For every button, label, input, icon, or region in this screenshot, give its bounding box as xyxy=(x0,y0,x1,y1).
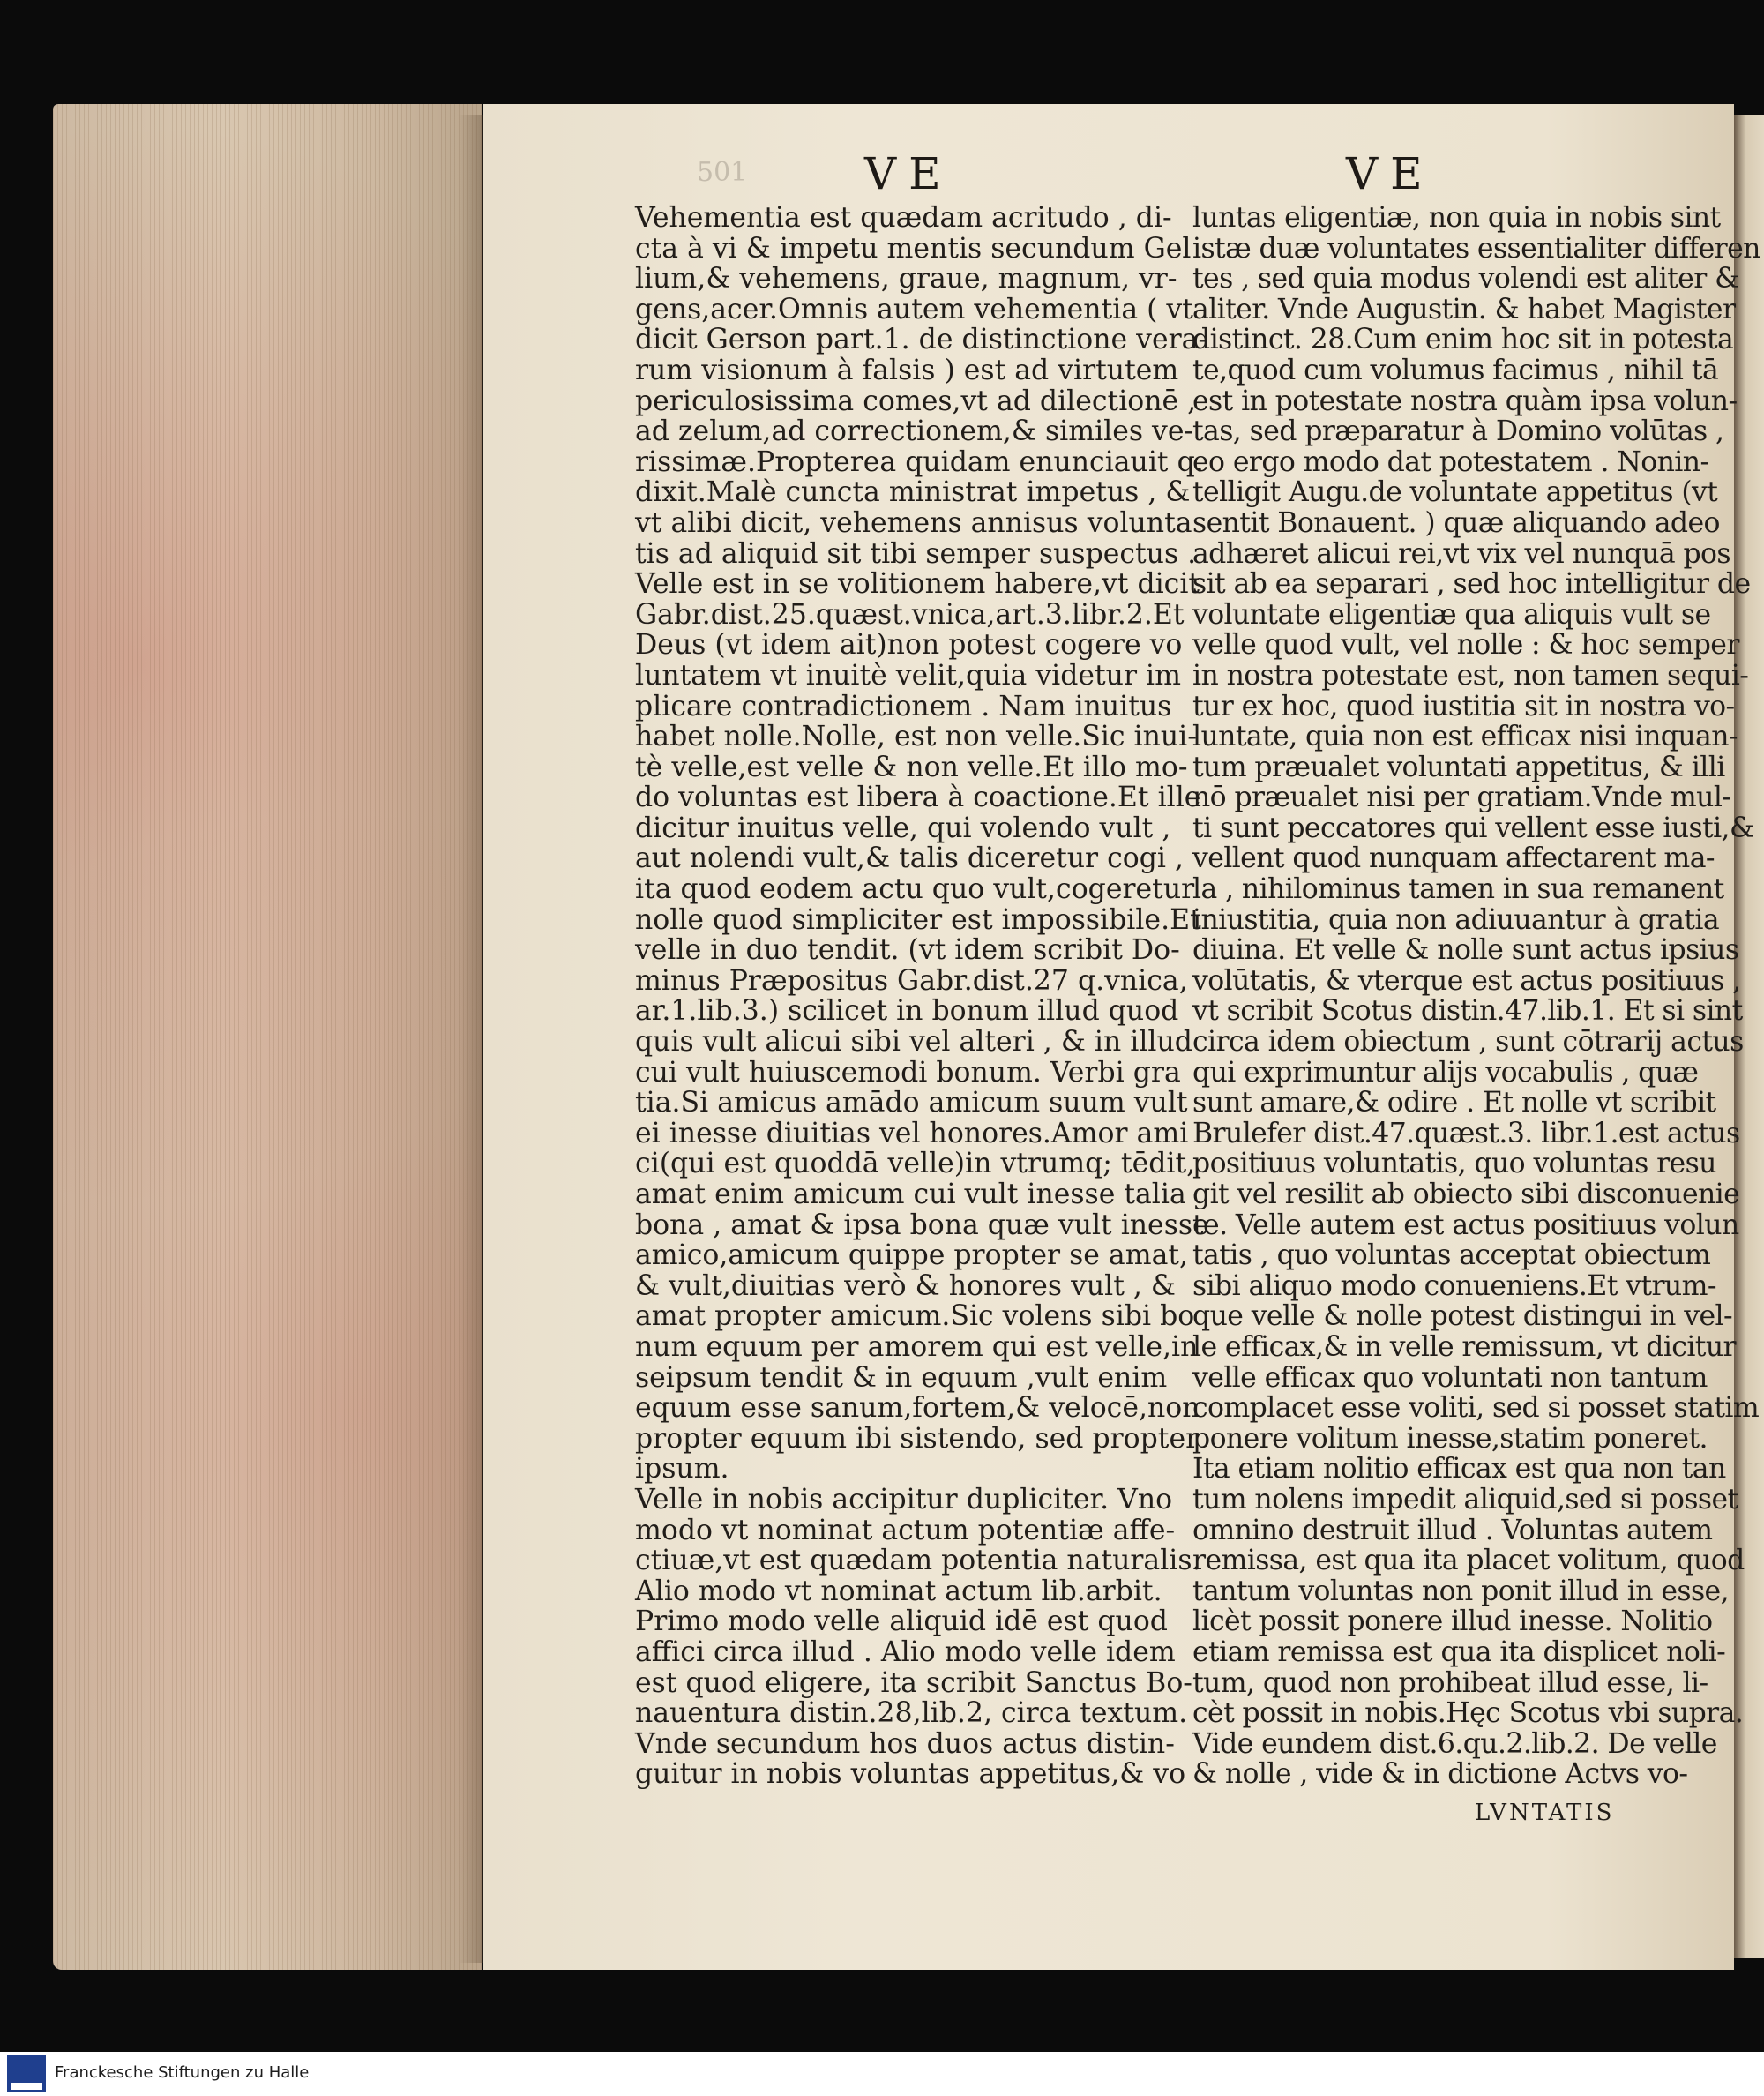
text-line: tas, sed præparatur à Domino volūtas , xyxy=(1192,415,1724,448)
text-line: tes , sed quia modus volendi est aliter & xyxy=(1192,263,1739,296)
text-line: nauentura distin.28,lib.2, circa textum. xyxy=(635,1697,1188,1730)
text-line: nolle quod simpliciter est impossibile.Et xyxy=(635,903,1201,936)
text-line: sunt amare,& odire . Et nolle vt scribit xyxy=(1192,1087,1716,1119)
text-line: propter equum ibi sistendo, sed propter xyxy=(635,1422,1200,1455)
running-head-right: VE xyxy=(1346,148,1435,199)
text-line: num equum per amorem qui est velle,in xyxy=(635,1330,1199,1363)
text-line: tum præualet voluntati appetitus, & illi xyxy=(1192,751,1725,783)
text-line: do voluntas est libera à coactione.Et ille xyxy=(635,782,1201,814)
text-line: diuina. Et velle & nolle sunt actus ipsius xyxy=(1192,934,1739,967)
text-line: Velle est in se volitionem habere,vt dicit xyxy=(635,568,1200,601)
text-line: Gabr.dist.25.quæst.vnica,art.3.libr.2.Et xyxy=(635,598,1185,631)
text-line: velle in duo tendit. (vt idem scribit Do- xyxy=(635,934,1180,967)
text-line: remissa, est qua ita placet volitum, quod xyxy=(1192,1545,1745,1577)
text-line: ita quod eodem actu quo vult,cogeretur xyxy=(635,873,1195,906)
text-line: sibi aliquo modo conueniens.Et vtrum- xyxy=(1192,1269,1716,1302)
text-line: Primo modo velle aliquid idē est quod xyxy=(635,1606,1168,1638)
text-line: est in potestate nostra quàm ipsa volun- xyxy=(1192,385,1738,417)
text-line: dixit.Malè cuncta ministrat impetus , & xyxy=(635,476,1191,509)
text-line: cta à vi & impetu mentis secundum Gel xyxy=(635,232,1192,265)
text-line: complacet esse voliti, sed si posset statim xyxy=(1192,1392,1760,1425)
text-line: voluntate eligentiæ qua aliquis vult se xyxy=(1192,598,1711,631)
text-line: etiam remissa est qua ita displicet noli- xyxy=(1192,1636,1726,1668)
text-line: aut nolendi vult,& talis diceretur cogi , xyxy=(635,842,1185,875)
text-line: & vult,diuitias verò & honores vult , & xyxy=(635,1269,1176,1302)
text-line: Velle in nobis accipitur dupliciter. Vno xyxy=(635,1483,1173,1516)
text-line: circa idem obiectum , sunt cōtrarij actus xyxy=(1192,1026,1744,1059)
text-line: vellent quod nunquam affectarent ma- xyxy=(1192,842,1715,875)
text-line: Deus (vt idem ait)non potest cogere vo xyxy=(635,629,1183,662)
text-line: tatis , quo voluntas acceptat obiectum xyxy=(1192,1239,1711,1272)
footer-institution: Franckesche Stiftungen zu Halle xyxy=(55,2063,310,2082)
text-line: ctiuæ,vt est quædam potentia naturalis. xyxy=(635,1545,1201,1577)
text-line: lium,& vehemens, graue, magnum, vr- xyxy=(635,263,1177,296)
text-line: amat propter amicum.Sic volens sibi bo xyxy=(635,1300,1195,1333)
text-line: bona , amat & ipsa bona quæ vult inesse xyxy=(635,1209,1209,1241)
text-line: vt alibi dicit, vehemens annisus volunta xyxy=(635,506,1192,539)
text-line: tia.Si amicus amādo amicum suum vult xyxy=(635,1087,1188,1119)
text-line: & nolle , vide & in dictione Actvs vo- xyxy=(1192,1758,1688,1791)
text-line: est quod eligere, ita scribit Sanctus Bo- xyxy=(635,1666,1192,1699)
text-line: te,quod cum volumus facimus , nihil tā xyxy=(1192,354,1719,386)
text-line: periculosissima comes,vt ad dilectionē , xyxy=(635,385,1197,417)
text-line: dicitur inuitus velle, qui volendo vult , xyxy=(635,812,1171,844)
text-line: tum nolens impedit aliquid,sed si posset xyxy=(1192,1483,1738,1516)
text-line: equum esse sanum,fortem,& velocē,non xyxy=(635,1392,1200,1425)
text-line: ei inesse diuitias vel honores.Amor ami xyxy=(635,1117,1189,1149)
text-line: tur ex hoc, quod iustitia sit in nostra vo- xyxy=(1192,690,1735,722)
text-line: git vel resilit ab obiecto sibi disconuenie xyxy=(1192,1179,1740,1210)
text-line: tis ad aliquid sit tibi semper suspectus . xyxy=(635,537,1197,570)
text-line: istæ duæ voluntates essentialiter differen xyxy=(1192,232,1760,265)
text-line: cui vult huiuscemodi bonum. Verbi gra xyxy=(635,1056,1181,1089)
text-line: in nostra potestate est, non tamen sequi- xyxy=(1192,659,1749,692)
text-line: adhæret alicui rei,vt vix vel nunquā pos xyxy=(1192,537,1730,570)
text-line: distinct. 28.Cum enim hoc sit in potesta xyxy=(1192,324,1734,356)
text-line: te. Velle autem est actus positiuus volun xyxy=(1192,1209,1739,1241)
text-line: vt scribit Scotus distin.47.lib.1. Et si sint xyxy=(1192,995,1743,1028)
page-edge-shadow xyxy=(459,115,485,1963)
text-line: modo vt nominat actum potentiæ affe- xyxy=(635,1514,1176,1546)
text-line: luntas eligentiæ, non quia in nobis sint xyxy=(1192,202,1721,234)
text-line: ad zelum,ad correctionem,& similes ve- xyxy=(635,415,1194,448)
text-line: cèt possit in nobis.Hęc Scotus vbi supra. xyxy=(1192,1697,1744,1730)
text-line: Ita etiam nolitio efficax est qua non tan xyxy=(1192,1453,1726,1486)
text-line: licèt possit ponere illud inesse. Nolitio xyxy=(1192,1606,1713,1638)
text-line: rissimæ.Propterea quidam enunciauit q. xyxy=(635,445,1204,478)
francke-logo-icon xyxy=(7,2055,46,2092)
text-line: velle efficax quo voluntati non tantum xyxy=(1192,1361,1708,1394)
text-line: ipsum. xyxy=(635,1453,729,1486)
text-line: ci(qui est quoddā velle)in vtrumq; tēdit, xyxy=(635,1148,1196,1180)
text-line: telligit Augu.de voluntate appetitus (vt xyxy=(1192,476,1718,509)
text-line: que velle & nolle potest distingui in vel- xyxy=(1192,1300,1733,1333)
text-line: positiuus voluntatis, quo voluntas resu xyxy=(1192,1148,1716,1180)
text-line: tum, quod non prohibeat illud esse, li- xyxy=(1192,1666,1708,1699)
text-line: nō præualet nisi per gratiam.Vnde mul- xyxy=(1192,782,1731,814)
text-line: quis vult alicui sibi vel alteri , & in illud xyxy=(635,1026,1192,1059)
text-line: ponere volitum inesse,statim poneret. xyxy=(1192,1422,1708,1455)
text-line: qui exprimuntur alijs vocabulis , quæ xyxy=(1192,1056,1699,1089)
footer-bar xyxy=(0,2052,1764,2096)
text-line: rum visionum à falsis ) est ad virtutem xyxy=(635,354,1179,386)
text-line: ti sunt peccatores qui vellent esse iusti,& xyxy=(1192,812,1754,844)
catchword: LVNTATIS xyxy=(1475,1800,1615,1826)
text-line: sentit Bonauent. ) quæ aliquando adeo xyxy=(1192,506,1720,539)
text-line: guitur in nobis voluntas appetitus,& vo xyxy=(635,1758,1186,1791)
text-line: dicit Gerson part.1. de distinctione vera- xyxy=(635,324,1208,356)
text-line: eo ergo modo dat potestatem . Nonin- xyxy=(1192,445,1709,478)
text-line: volūtatis, & vterque est actus positiuus , xyxy=(1192,964,1741,997)
text-column-right xyxy=(1192,203,1760,1790)
text-line: tè velle,est velle & non velle.Et illo mo- xyxy=(635,751,1188,783)
running-head-left: VE xyxy=(864,148,953,199)
text-line: amico,amicum quippe propter se amat, xyxy=(635,1239,1189,1272)
book-page-edges xyxy=(53,104,482,1970)
text-line: Vnde secundum hos duos actus distin- xyxy=(635,1727,1175,1760)
text-line: velle quod vult, vel nolle : & hoc semper xyxy=(1192,629,1739,662)
text-line: le efficax,& in velle remissum, vt dicitur xyxy=(1192,1330,1737,1363)
text-line: ar.1.lib.3.) scilicet in bonum illud quod xyxy=(635,995,1179,1028)
text-line: plicare contradictionem . Nam inuitus xyxy=(635,690,1172,722)
text-line: iniustitia, quia non adiuuantur à gratia xyxy=(1192,903,1720,936)
text-line: omnino destruit illud . Voluntas autem xyxy=(1192,1514,1713,1546)
text-line: aliter. Vnde Augustin. & habet Magister xyxy=(1192,293,1736,326)
text-line: Vehementia est quædam acritudo , di- xyxy=(635,202,1172,234)
text-line: minus Præpositus Gabr.dist.27 q.vnica, xyxy=(635,964,1188,997)
text-line: luntate, quia non est efficax nisi inquan- xyxy=(1192,721,1738,753)
text-line: tantum voluntas non ponit illud in esse, xyxy=(1192,1575,1729,1607)
text-line: gens,acer.Omnis autem vehementia ( vt xyxy=(635,293,1193,326)
text-line: amat enim amicum cui vult inesse talia xyxy=(635,1179,1186,1210)
text-line: la , nihilominus tamen in sua remanent xyxy=(1192,873,1724,906)
text-line: sit ab ea separari , sed hoc intelligitur de xyxy=(1192,568,1751,601)
text-line: Alio modo vt nominat actum lib.arbit. xyxy=(635,1575,1162,1607)
text-line: Brulefer dist.47.quæst.3. libr.1.est actus xyxy=(1192,1117,1740,1149)
text-column-left xyxy=(635,203,1209,1790)
text-line: luntatem vt inuitè velit,quia videtur im xyxy=(635,659,1181,692)
text-line: affici circa illud . Alio modo velle idem xyxy=(635,1636,1176,1668)
bleed-through-page-number: 501 xyxy=(697,157,748,188)
text-line: Vide eundem dist.6.qu.2.lib.2. De velle xyxy=(1192,1727,1717,1760)
text-line: habet nolle.Nolle, est non velle.Sic inui- xyxy=(635,721,1197,753)
text-line: seipsum tendit & in equum ,vult enim xyxy=(635,1361,1168,1394)
